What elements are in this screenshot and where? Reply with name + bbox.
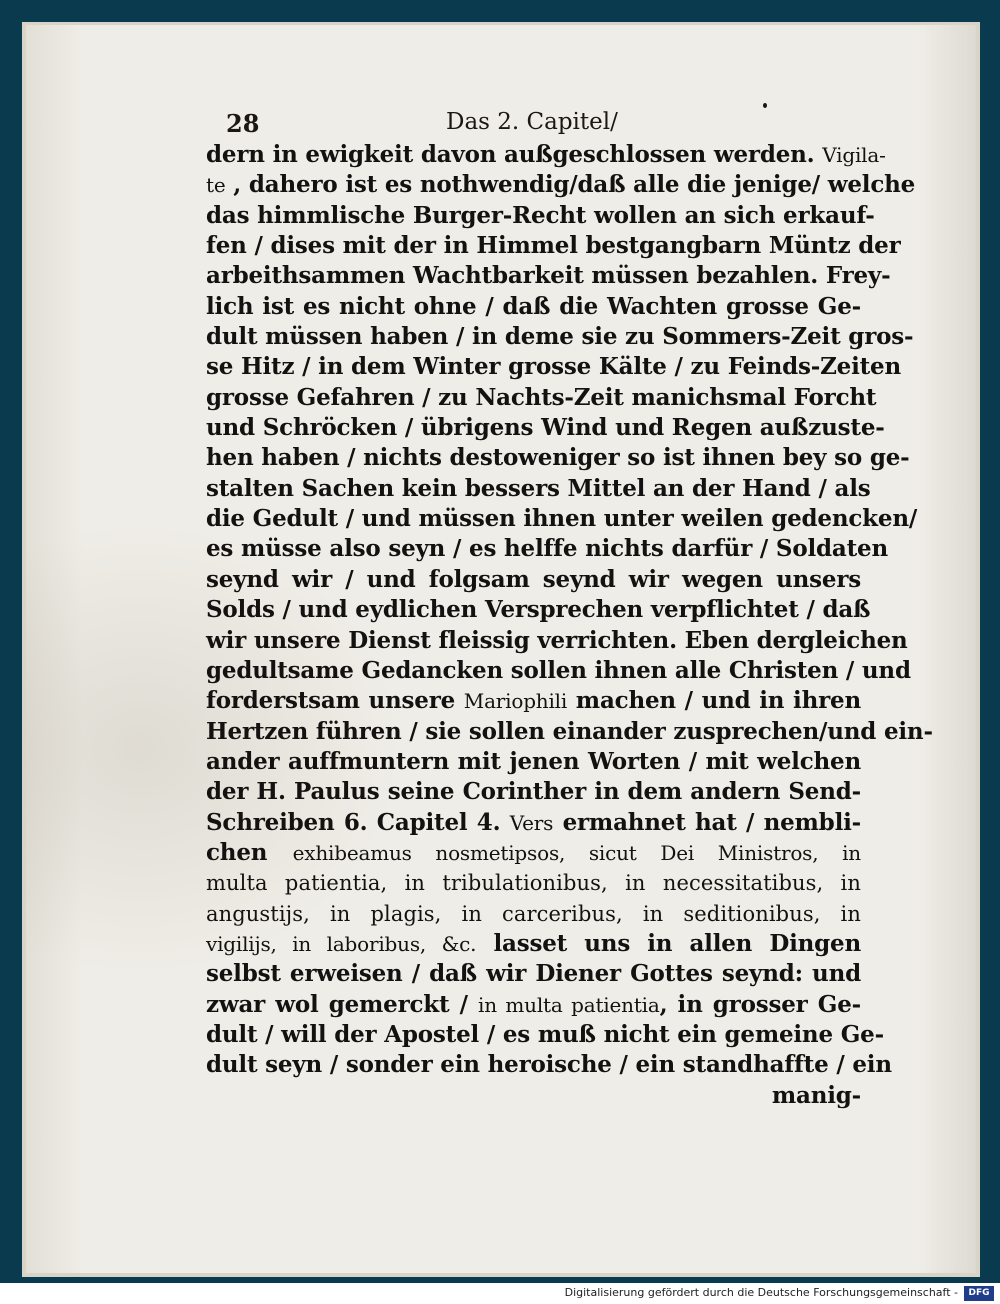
text-line [206, 686, 861, 716]
fraktur-text: , dahero ist es nothwendig/daß alle die jenige/ welche [225, 171, 916, 199]
catchword: manig- [771, 1081, 861, 1109]
fraktur-text: machen / und in ihren [567, 687, 861, 715]
fraktur-text: fen / dises mit der in Himmel bestgangbarn Müntz der [206, 232, 901, 260]
latin-text: multa patientia, in tribulationibus, in necessitatibus, in [206, 871, 861, 896]
fraktur-text: zwar wol gemerckt / [206, 990, 479, 1018]
text-line [206, 838, 861, 868]
fraktur-text: forderstsam unsere [206, 687, 464, 715]
text-line [206, 352, 902, 382]
text-line [206, 595, 871, 625]
fraktur-text: dult / will der Apostel / es muß nicht ein gemeine Ge- [206, 1020, 884, 1048]
fraktur-text: seynd wir / und folgsam seynd wir wegen unsers [206, 565, 861, 593]
text-line [206, 474, 871, 504]
text-line [206, 868, 861, 898]
text-line [206, 292, 861, 322]
text-line [206, 383, 877, 413]
body-text [206, 140, 933, 1111]
fraktur-text: se Hitz / in dem Winter grosse Kälte / zu Feinds-Zeiten [206, 353, 902, 381]
text-line [206, 413, 885, 443]
footer-bar [0, 1283, 1000, 1304]
fraktur-text: chen [206, 838, 293, 866]
text-line [206, 1050, 892, 1080]
fraktur-text: arbeithsammen Wachtbarkeit müssen bezahlen. Frey- [206, 262, 891, 290]
fraktur-text: Hertzen führen / sie sollen einander zusprechen/und ein- [206, 717, 933, 745]
footer-credit: Digitalisierung gefördert durch die Deutsche Forschungsgemeinschaft - [564, 1286, 958, 1299]
latin-text: Vers [509, 810, 554, 835]
page-number: 28 [226, 109, 260, 138]
fraktur-text: selbst erweisen / daß wir Diener Gottes seynd: und [206, 960, 861, 988]
text-line [206, 140, 886, 170]
dfg-logo: DFG [964, 1286, 994, 1301]
latin-text: exhibeamus nosmetipsos, sicut Dei Ministros, in [292, 840, 861, 865]
latin-text: te [206, 173, 226, 198]
running-head: Das 2. Capitel/ [446, 109, 618, 135]
text-line [206, 565, 861, 595]
text-line [206, 231, 901, 261]
text-line [206, 777, 861, 807]
text-line [206, 201, 875, 231]
fraktur-text: die Gedult / und müssen ihnen unter weilen gedencken/ [206, 505, 918, 533]
latin-text: vigilijs, in laboribus, &c. [206, 931, 477, 956]
text-line [206, 626, 908, 656]
text-line [206, 717, 933, 747]
fraktur-text: ermahnet hat / nembli- [553, 808, 861, 836]
fraktur-text: und Schröcken / übrigens Wind und Regen außzuste- [206, 414, 885, 442]
text-line [206, 504, 918, 534]
latin-text: in multa patientia [478, 992, 660, 1017]
fraktur-text: es müsse also seyn / es helffe nichts darfür / Soldaten [206, 535, 888, 563]
latin-text: Vigila- [822, 143, 886, 167]
text-line [206, 959, 861, 989]
fraktur-text: der H. Paulus seine Corinther in dem andern Send- [206, 778, 861, 806]
latin-text: angustijs, in plagis, in carceribus, in seditionibus, in [206, 901, 861, 926]
fraktur-text: das himmlische Burger-Recht wollen an sich erkauf- [206, 201, 875, 229]
text-line [206, 534, 888, 564]
text-line [206, 322, 914, 352]
fraktur-text: gedultsame Gedancken sollen ihnen alle Christen / und [206, 656, 911, 684]
text-line [206, 747, 861, 777]
fraktur-text: stalten Sachen kein bessers Mittel an der Hand / als [206, 474, 871, 502]
fraktur-text: dern in ewigkeit davon außgeschlossen werden. [206, 141, 823, 168]
fraktur-text: lasset uns in allen Dingen [476, 929, 862, 957]
text-line [206, 656, 911, 686]
text-line [206, 808, 861, 838]
fraktur-text: hen haben / nichts destoweniger so ist ihnen bey so ge- [206, 444, 910, 472]
text-line [206, 443, 910, 473]
fraktur-text: Solds / und eydlichen Versprechen verpflichtet / daß [206, 596, 871, 624]
fraktur-text: dult seyn / sonder ein heroische / ein standhaffte / ein [206, 1051, 892, 1079]
text-line [206, 1020, 884, 1050]
fraktur-text: grosse Gefahren / zu Nachts-Zeit manichsmal Forcht [206, 383, 877, 411]
fraktur-text: lich ist es nicht ohne / daß die Wachten grosse Ge- [206, 292, 861, 320]
text-line [206, 170, 916, 200]
text-line [206, 261, 891, 291]
fraktur-text: dult müssen haben / in deme sie zu Sommers-Zeit gros- [206, 323, 914, 351]
fraktur-text: Schreiben 6. Capitel 4. [206, 808, 510, 836]
text-line [206, 929, 861, 959]
text-line [206, 899, 861, 929]
fraktur-text: ander auffmuntern mit jenen Worten / mit welchen [206, 747, 861, 775]
text-line [206, 990, 861, 1020]
latin-text: Mariophili [463, 689, 568, 714]
ink-dot [763, 103, 767, 108]
fraktur-text: , in grosser Ge- [659, 990, 861, 1018]
fraktur-text: wir unsere Dienst fleissig verrichten. Eben dergleichen [206, 626, 908, 654]
